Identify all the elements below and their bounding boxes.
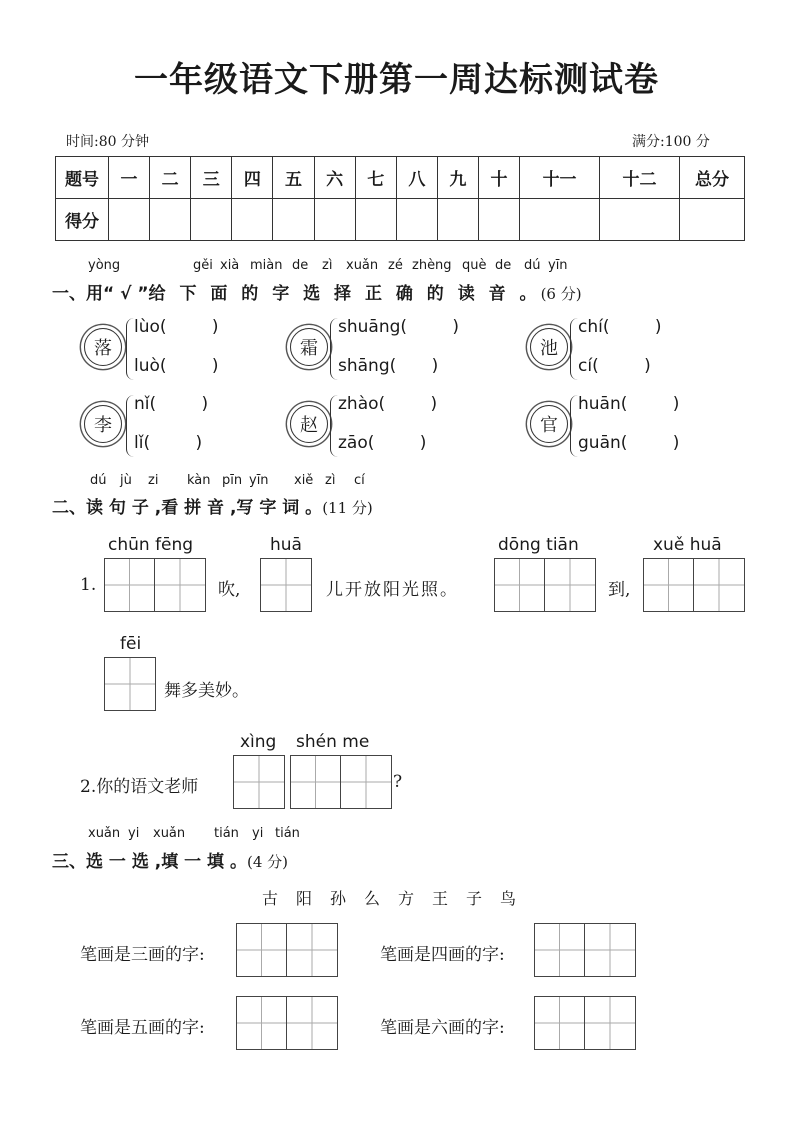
q3-heading bbox=[52, 847, 288, 872]
pinyin: yòng bbox=[88, 258, 121, 273]
writing-cell[interactable] bbox=[535, 997, 585, 1049]
close-paren: ) bbox=[419, 433, 427, 453]
option-pinyin: chí( bbox=[578, 317, 610, 337]
table-cell: 八 bbox=[396, 157, 437, 199]
option-pinyin: cí( bbox=[578, 356, 599, 376]
time-limit: 时间:80 分钟 bbox=[66, 134, 149, 150]
table-cell: 总分 bbox=[680, 157, 745, 199]
writing-cell[interactable] bbox=[535, 924, 585, 976]
score-cell[interactable] bbox=[109, 199, 150, 241]
reading-option[interactable] bbox=[578, 356, 651, 376]
table-cell: 十二 bbox=[600, 157, 680, 199]
table-cell: 四 bbox=[232, 157, 273, 199]
pinyin: xià bbox=[220, 258, 240, 273]
close-paren: ) bbox=[201, 394, 209, 414]
stroke-label-four: 笔画是四画的字: bbox=[380, 945, 505, 965]
score-cell[interactable] bbox=[437, 199, 478, 241]
writing-grid-chunfeng[interactable] bbox=[104, 558, 206, 612]
option-pinyin: zāo( bbox=[338, 433, 375, 453]
blank-pinyin: huā bbox=[270, 535, 302, 555]
reading-option[interactable] bbox=[578, 433, 679, 453]
table-cell: 二 bbox=[150, 157, 191, 199]
close-paren: ) bbox=[431, 356, 439, 376]
sentence-text: 到, bbox=[608, 580, 631, 600]
sentence-number: 1. bbox=[80, 575, 97, 595]
score-cell[interactable] bbox=[273, 199, 314, 241]
writing-grid-six-strokes[interactable] bbox=[534, 996, 636, 1050]
pinyin: zi bbox=[148, 473, 159, 488]
score-table bbox=[55, 156, 745, 241]
sentence-text: 2.你的语文老师 bbox=[80, 777, 199, 797]
pinyin: zhèng bbox=[412, 258, 452, 273]
q1-points: (6 分) bbox=[540, 285, 582, 303]
writing-grid-four-strokes[interactable] bbox=[534, 923, 636, 977]
reading-option[interactable] bbox=[338, 356, 438, 376]
table-cell: 九 bbox=[437, 157, 478, 199]
score-cell[interactable] bbox=[314, 199, 355, 241]
close-paren: ) bbox=[430, 394, 438, 414]
q1-heading bbox=[52, 279, 582, 304]
option-pinyin: lùo( bbox=[134, 317, 167, 337]
reading-option[interactable] bbox=[134, 433, 202, 453]
option-pinyin: guān( bbox=[578, 433, 628, 453]
pinyin: jù bbox=[120, 473, 132, 488]
reading-option[interactable] bbox=[338, 433, 426, 453]
table-cell: 得分 bbox=[56, 199, 109, 241]
reading-option[interactable] bbox=[338, 317, 459, 337]
writing-cell[interactable] bbox=[237, 924, 287, 976]
score-cell[interactable] bbox=[600, 199, 680, 241]
character-bank: 古阳孙么方王子鸟 bbox=[262, 889, 535, 908]
table-cell: 五 bbox=[273, 157, 314, 199]
table-cell: 题号 bbox=[56, 157, 109, 199]
pinyin: tián bbox=[275, 826, 300, 841]
table-cell: 一 bbox=[109, 157, 150, 199]
pinyin: zì bbox=[325, 473, 336, 488]
close-paren: ) bbox=[195, 433, 203, 453]
pinyin: dú bbox=[90, 473, 107, 488]
writing-grid-hua[interactable] bbox=[260, 558, 312, 612]
option-pinyin: huān( bbox=[578, 394, 628, 414]
character-flower: 官 bbox=[530, 405, 568, 443]
writing-cell[interactable] bbox=[105, 559, 155, 611]
sentence-text: ? bbox=[393, 772, 403, 792]
writing-cell[interactable] bbox=[585, 924, 635, 976]
pinyin: pīn bbox=[222, 473, 243, 488]
pinyin: de bbox=[292, 258, 309, 273]
q3-heading-text: 三、选 一 选 ,填 一 填 。 bbox=[52, 852, 247, 872]
sentence-text: 舞多美妙。 bbox=[164, 681, 249, 701]
q1-heading-prefix: 一、用 bbox=[52, 284, 103, 304]
character-flower: 李 bbox=[84, 405, 122, 443]
writing-grid-three-strokes[interactable] bbox=[236, 923, 338, 977]
pinyin: xuǎn bbox=[88, 826, 121, 841]
pinyin: zì bbox=[322, 258, 333, 273]
table-cell: 十一 bbox=[520, 157, 600, 199]
score-cell[interactable] bbox=[478, 199, 519, 241]
score-cell[interactable] bbox=[355, 199, 396, 241]
writing-cell[interactable] bbox=[585, 997, 635, 1049]
pinyin: kàn bbox=[187, 473, 211, 488]
full-score: 满分:100 分 bbox=[632, 134, 710, 150]
q2-heading bbox=[52, 493, 373, 518]
writing-cell[interactable] bbox=[644, 559, 694, 611]
character-flower: 落 bbox=[84, 328, 122, 366]
character-flower: 赵 bbox=[290, 405, 328, 443]
close-paren: ) bbox=[452, 317, 460, 337]
writing-grid-shenme[interactable] bbox=[290, 755, 392, 809]
writing-cell[interactable] bbox=[694, 559, 744, 611]
stroke-label-six: 笔画是六画的字: bbox=[380, 1018, 505, 1038]
reading-option[interactable] bbox=[338, 394, 437, 414]
pinyin: zé bbox=[388, 258, 403, 273]
close-paren: ) bbox=[672, 394, 680, 414]
option-pinyin: shuāng( bbox=[338, 317, 408, 337]
table-cell: 六 bbox=[314, 157, 355, 199]
reading-option[interactable] bbox=[134, 317, 219, 337]
pinyin: yīn bbox=[249, 473, 269, 488]
score-cell[interactable] bbox=[232, 199, 273, 241]
score-cell[interactable] bbox=[396, 199, 437, 241]
blank-pinyin: chūn fēng bbox=[108, 535, 194, 555]
close-paren: ) bbox=[654, 317, 662, 337]
score-cell[interactable] bbox=[150, 199, 191, 241]
blank-pinyin: xìng bbox=[240, 732, 277, 752]
character-flower: 霜 bbox=[290, 328, 328, 366]
character-flower: 池 bbox=[530, 328, 568, 366]
writing-grid-five-strokes[interactable] bbox=[236, 996, 338, 1050]
table-cell: 三 bbox=[191, 157, 232, 199]
score-cell[interactable] bbox=[520, 199, 600, 241]
pinyin: què bbox=[462, 258, 487, 273]
sentence-text: 儿开放阳光照。 bbox=[326, 580, 459, 600]
writing-cell[interactable] bbox=[155, 559, 205, 611]
blank-pinyin: dōng tiān bbox=[498, 535, 579, 555]
writing-cell[interactable] bbox=[287, 924, 337, 976]
writing-cell[interactable] bbox=[341, 756, 391, 808]
page-title: 一年级语文下册第一周达标测试卷 bbox=[134, 60, 659, 100]
writing-grid-dongtian[interactable] bbox=[494, 558, 596, 612]
q3-points: (4 分) bbox=[246, 853, 288, 871]
writing-cell[interactable] bbox=[261, 559, 311, 611]
stroke-label-five: 笔画是五画的字: bbox=[80, 1018, 205, 1038]
table-cell: 七 bbox=[355, 157, 396, 199]
writing-cell[interactable] bbox=[237, 997, 287, 1049]
blank-pinyin: fēi bbox=[120, 634, 142, 654]
reading-option[interactable] bbox=[134, 394, 208, 414]
score-cell[interactable] bbox=[191, 199, 232, 241]
pinyin: xuǎn bbox=[153, 826, 186, 841]
q2-points: (11 分) bbox=[322, 499, 373, 517]
option-pinyin: zhào( bbox=[338, 394, 386, 414]
score-cell[interactable] bbox=[680, 199, 745, 241]
writing-cell[interactable] bbox=[545, 559, 595, 611]
close-paren: ) bbox=[672, 433, 680, 453]
writing-grid-xing[interactable] bbox=[233, 755, 285, 809]
writing-cell[interactable] bbox=[105, 658, 155, 710]
close-paren: ) bbox=[211, 317, 219, 337]
pinyin: cí bbox=[354, 473, 365, 488]
blank-pinyin: shén me bbox=[296, 732, 370, 752]
pinyin: miàn bbox=[250, 258, 283, 273]
q1-heading-mark: “ √ ” bbox=[103, 284, 149, 304]
pinyin: xiě bbox=[294, 473, 314, 488]
q2-heading-text: 二、读 句 子 ,看 拼 音 ,写 字 词 。 bbox=[52, 498, 323, 518]
reading-option[interactable] bbox=[578, 394, 679, 414]
sentence-text: 吹, bbox=[218, 580, 241, 600]
writing-grid-fei[interactable] bbox=[104, 657, 156, 711]
pinyin: de bbox=[495, 258, 512, 273]
blank-pinyin: xuě huā bbox=[653, 535, 722, 555]
option-pinyin: shāng( bbox=[338, 356, 397, 376]
pinyin: tián bbox=[214, 826, 239, 841]
reading-option[interactable] bbox=[134, 356, 219, 376]
writing-cell[interactable] bbox=[291, 756, 341, 808]
option-pinyin: luò( bbox=[134, 356, 167, 376]
writing-grid-xuehua[interactable] bbox=[643, 558, 745, 612]
pinyin: yīn bbox=[548, 258, 568, 273]
pinyin: yi bbox=[128, 826, 140, 841]
option-pinyin: lǐ( bbox=[134, 433, 151, 453]
option-pinyin: nǐ( bbox=[134, 394, 157, 414]
writing-cell[interactable] bbox=[234, 756, 284, 808]
pinyin: dú bbox=[524, 258, 541, 273]
table-cell: 十 bbox=[478, 157, 519, 199]
close-paren: ) bbox=[211, 356, 219, 376]
writing-cell[interactable] bbox=[495, 559, 545, 611]
pinyin: yi bbox=[252, 826, 264, 841]
pinyin: gěi bbox=[193, 258, 213, 273]
writing-cell[interactable] bbox=[287, 997, 337, 1049]
score-table-header-row bbox=[56, 157, 745, 199]
reading-option[interactable] bbox=[578, 317, 661, 337]
close-paren: ) bbox=[644, 356, 651, 376]
pinyin: xuǎn bbox=[346, 258, 379, 273]
stroke-label-three: 笔画是三画的字: bbox=[80, 945, 205, 965]
q1-heading-rest: 给 下 面 的 字 选 择 正 确 的 读 音 。 bbox=[148, 284, 541, 304]
score-table-score-row bbox=[56, 199, 745, 241]
